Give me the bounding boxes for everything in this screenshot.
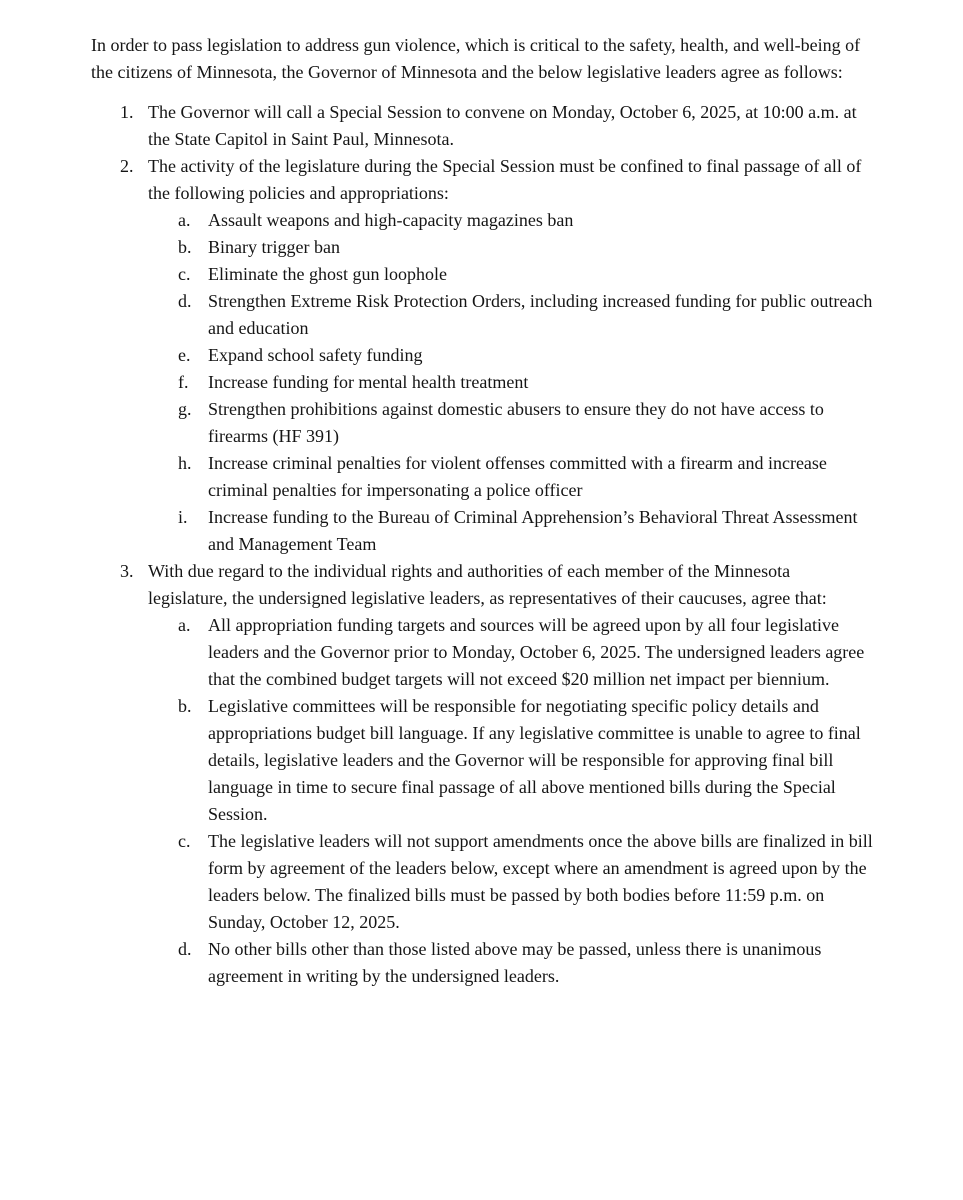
item-body [148,99,873,153]
sub-item-e [178,342,873,369]
sub-item-c [178,261,873,288]
sub-item-text: Strengthen prohibitions against domestic abusers to ensure they do not have access to firearms (HF 391) [208,399,824,446]
list-item-3 [91,558,873,990]
sub-item-letter: d. [178,291,192,311]
item-number: 3. [120,561,134,581]
sub-item-text: Binary trigger ban [208,237,340,257]
list-item-1 [91,99,873,153]
sub-item-text: Assault weapons and high-capacity magazines ban [208,210,574,230]
item-body [148,558,873,990]
item-body [148,153,873,558]
sub-item-a [178,612,873,693]
sub-item-b [178,693,873,828]
sub-item-text: No other bills other than those listed above may be passed, unless there is unanimous agreement in writing by the undersigned leaders. [208,939,822,986]
sub-item-letter: c. [178,831,191,851]
sub-item-text: Increase criminal penalties for violent offenses committed with a firearm and increase criminal penalties for impersonating a police officer [208,453,827,500]
sub-item-c [178,828,873,936]
lettered-list-agreements [178,612,873,990]
sub-item-letter: e. [178,345,191,365]
sub-item-h [178,450,873,504]
item-text: The Governor will call a Special Session to convene on Monday, October 6, 2025, at 10:00 a.m. at the State Capitol in Saint Paul, Minnesota. [148,102,857,149]
sub-item-a [178,207,873,234]
sub-item-letter: a. [178,615,191,635]
sub-item-i [178,504,873,558]
sub-item-d [178,936,873,990]
sub-item-letter: c. [178,264,191,284]
item-number: 1. [120,102,134,122]
sub-item-text: Increase funding to the Bureau of Criminal Apprehension’s Behavioral Threat Assessment and Management Team [208,507,858,554]
sub-item-g [178,396,873,450]
sub-item-f [178,369,873,396]
list-item-2 [91,153,873,558]
sub-item-text: Eliminate the ghost gun loophole [208,264,447,284]
sub-item-text: The legislative leaders will not support amendments once the above bills are finalized in bill form by agreement of the leaders below, except where an amendment is agreed upon by the leaders below. The finalized bills must be passed by both bodies before 11:59 p.m. on Sunday, October 12, 2025. [208,831,873,932]
sub-item-text: Increase funding for mental health treatment [208,372,529,392]
sub-item-b [178,234,873,261]
sub-item-letter: b. [178,696,192,716]
sub-item-text: Legislative committees will be responsible for negotiating specific policy details and appropriations budget bill language. If any legislative committee is unable to agree to final details, legislative leaders and the Governor will be responsible for approving final bill language in time to secure final passage of all above mentioned bills during the Special Session. [208,696,861,824]
sub-item-letter: g. [178,399,192,419]
item-text: With due regard to the individual rights and authorities of each member of the Minnesota legislature, the undersigned legislative leaders, as representatives of their caucuses, agree that: [148,561,827,608]
numbered-list [91,99,873,990]
lettered-list-policies [178,207,873,558]
sub-item-letter: a. [178,210,191,230]
sub-item-letter: i. [178,507,188,527]
sub-item-letter: d. [178,939,192,959]
item-number: 2. [120,156,134,176]
sub-item-text: All appropriation funding targets and sources will be agreed upon by all four legislative leaders and the Governor prior to Monday, October 6, 2025. The undersigned leaders agree that the combined budget targets will not exceed $20 million net impact per biennium. [208,615,865,689]
sub-item-letter: h. [178,453,192,473]
sub-item-letter: f. [178,372,189,392]
sub-item-letter: b. [178,237,192,257]
sub-item-text: Strengthen Extreme Risk Protection Orders, including increased funding for public outreach and education [208,291,873,338]
intro-paragraph: In order to pass legislation to address gun violence, which is critical to the safety, health, and well-being of the citizens of Minnesota, the Governor of Minnesota and the below legislative leaders agree as follows: [91,35,861,82]
sub-item-d [178,288,873,342]
sub-item-text: Expand school safety funding [208,345,423,365]
item-text: The activity of the legislature during the Special Session must be confined to final passage of all of the following policies and appropriations: [148,156,862,203]
